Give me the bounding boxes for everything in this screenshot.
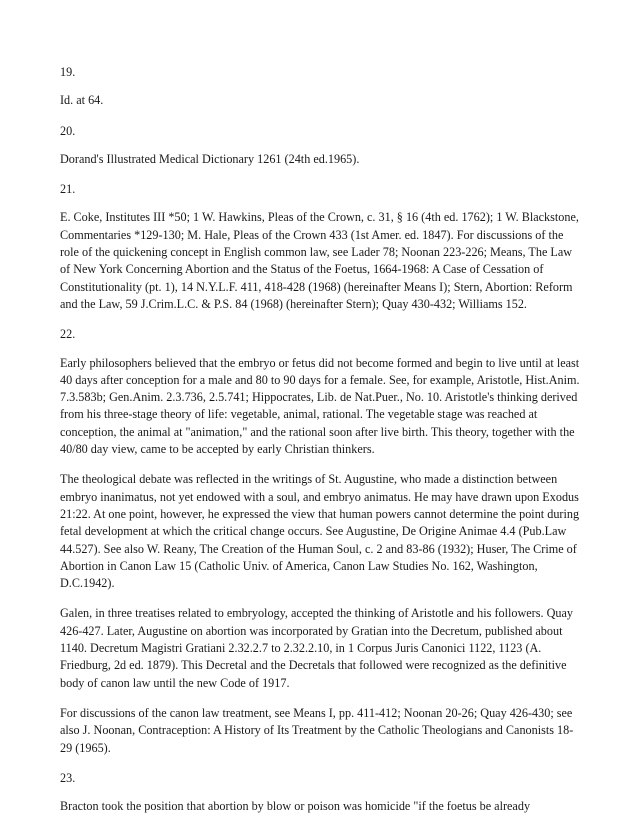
footnote-text: Bracton took the position that abortion by blow or poison was homicide "if the foetus be already [60, 799, 531, 814]
footnote-text: Early philosophers believed that the embryo or fetus did not become formed and begin to live until at least 40 days after conception for a male and 80 to 90 days for a female. See, for example, Aristotle, Hist.Anim. 7.3.583b; Gen.Anim. 2.3.736, 2.5.741; Hippocrates, Lib. de Nat.Puer., No. 10. Aristotle's thinking derived from his three-stage theory of life: vegetable, animal, rational. The vegetable stage was reached at conception, the animal at "animation," and the rational soon after live birth. This theory, together with the 40/80 day view, came to be accepted by early Christian thinkers. [60, 355, 580, 457]
footnote-number: 20. [60, 123, 76, 138]
footnote-22 [60, 326, 580, 757]
footnote-20 [60, 123, 580, 169]
document-page [60, 64, 580, 828]
footnote-text: Galen, in three treatises related to embryology, accepted the thinking of Aristotle and his followers. Quay 426-427. Later, Augustine on abortion was incorporated by Gratian into the Decretum, published about 1140. Decretum Magistri Gratiani 2.32.2.7 to 2.32.2.10, in 1 Corpus Juris Canonici 1122, 1123 (A. Friedburg, 2d ed. 1879). This Decretal and the Decretals that followed were recognized as the definitive body of canon law until the new Code of 1917. [60, 606, 573, 690]
footnote-number: 19. [60, 65, 76, 79]
footnote-text: Dorand's Illustrated Medical Dictionary 1261 (24th ed.1965). [60, 151, 360, 166]
footnote-19 [60, 64, 580, 110]
footnote-text: For discussions of the canon law treatment, see Means I, pp. 411-412; Noonan 20-26; Quay 426-430; see also J. Noonan, Contraception: A History of Its Treatment by the Catholic Theologians and Canonists 18-29 (1965). [60, 705, 574, 755]
footnote-23 [60, 770, 580, 816]
footnote-text: The theological debate was reflected in the writings of St. Augustine, who made a distinction between embryo inanimatus, not yet endowed with a soul, and embryo animatus. He may have drawn upon Exodus 21:22. At one point, however, he expressed the view that human powers cannot determine the point during fetal development at which the critical change occurs. See Augustine, De Origine Animae 4.4 (Pub.Law 44.527). See also W. Reany, The Creation of the Human Soul, c. 2 and 83-86 (1932); Huser, The Crime of Abortion in Canon Law 15 (Catholic Univ. of America, Canon Law Studies No. 162, Washington, D.C.1942). [60, 472, 580, 591]
footnote-number: 21. [60, 182, 76, 197]
footnote-21 [60, 181, 580, 313]
footnote-number: 23. [60, 770, 76, 785]
footnote-number: 22. [60, 327, 76, 342]
footnote-text: E. Coke, Institutes III *50; 1 W. Hawkins, Pleas of the Crown, c. 31, § 16 (4th ed. 1762); 1 W. Blackstone, Commentaries *129-130; M. Hale, Pleas of the Crown 433 (1st Amer. ed. 1847). For discussions of the role of the quickening concept in English common law, see Lader 78; Noonan 223-226; Means, The Law of New York Concerning Abortion and the Status of the Foetus, 1664-1968: A Case of Cessation of Constitutionality (pt. 1), 14 N.Y.L.F. 411, 418-428 (1968) (hereinafter Means I); Stern, Abortion: Reform and the Law, 59 J.Crim.L.C. & P.S. 84 (1968) (hereinafter Stern); Quay 430-432; Williams 152. [60, 210, 579, 311]
footnote-text: Id. at 64. [60, 93, 104, 108]
